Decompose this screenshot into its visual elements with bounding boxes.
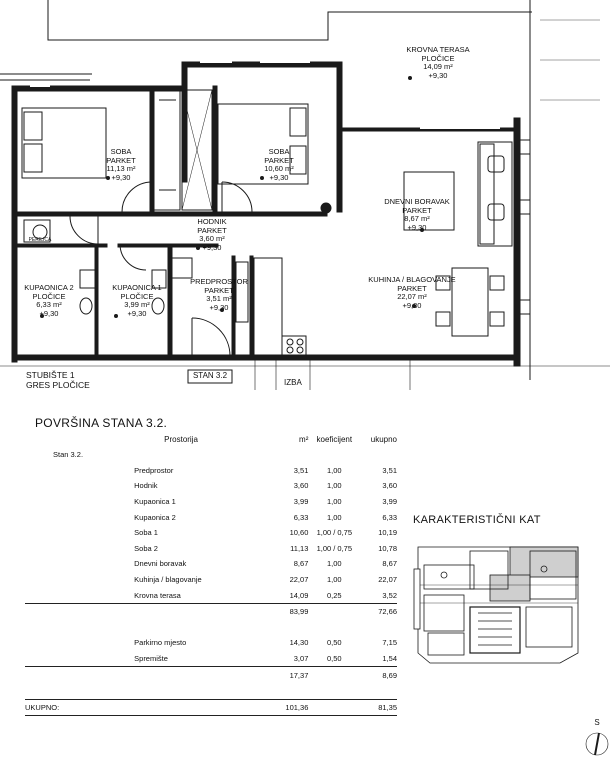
table-row: Soba 1 10,60 1,00 / 0,75 10,19 [134,528,397,538]
table-row: Kupaonica 1 3,99 1,00 3,99 [134,497,397,507]
room-label-stubiste: STUBIŠTE 1 GRES PLOČICE [26,370,90,390]
room-label-izba: IZBA [284,378,302,387]
room-label-kupaonica-1: KUPAONICA 1 PLOČICE 3,99 m² +9,30 [112,283,162,318]
table-header: Prostorija m² koeficijent ukupno [164,434,397,444]
section-title: POVRŠINA STANA 3.2. [35,416,168,430]
table-row: Dnevni boravak 8,67 1,00 8,67 [134,559,397,569]
compass-icon [585,727,609,761]
table-row: Soba 2 11,13 1,00 / 0,75 10,78 [134,543,397,553]
room-label-kuhinja: KUHINJA / BLAGOVANJE PARKET 22,07 m² +9,30 [368,275,456,310]
table-row: Parkirno mjesto 14,30 0,50 7,15 [134,638,397,648]
room-label-kupaonica-2: KUPAONICA 2 PLOČICE 6,33 m² +9,30 [24,283,74,318]
kat-title: KARAKTERISTIČNI KAT [413,514,541,526]
table-row: Spremište 3,07 0,50 1,54 [134,654,397,664]
table-row: Kuhinja / blagovanje 22,07 1,00 22,07 [134,575,397,585]
table-row: Hodnik 3,60 1,00 3,60 [134,481,397,491]
room-label-dnevni-boravak: DNEVNI BORAVAK PARKET 8,67 m² +9,30 [384,197,450,232]
compass-label: S [594,718,600,727]
subtotal-row-2: 17,37 8,69 [25,667,397,683]
perilica-label: PERILICA [28,237,52,243]
north-arrow [585,718,609,764]
table-row: Krovna terasa 14,09 0,25 3,52 [134,590,397,600]
total-row: UKUPNO: 101,36 81,35 [25,699,397,716]
area-table [25,431,397,716]
room-label-predprostor: PREDPROSTOR PARKET 3,51 m² +9,30 [190,277,248,312]
room-label-soba-2: SOBA PARKET 10,60 m² +9,30 [264,147,294,182]
room-label-soba-1: SOBA PARKET 11,13 m² +9,30 [106,147,136,182]
stan-label-row: Stan 3.2. [53,450,84,460]
table-row: Kupaonica 2 6,33 1,00 6,33 [134,512,397,522]
room-label-krovna-terasa: KROVNA TERASA PLOČICE 14,09 m² +9,30 [406,45,470,80]
subtotal-row-1: 83,99 72,66 [25,603,397,619]
stan-tag: STAN 3.2 [192,371,228,380]
room-label-hodnik: HODNIK PARKET 3,60 m² +9,30 [197,217,227,252]
table-row: Predprostor 3,51 1,00 3,51 [134,465,397,475]
key-plan [410,545,580,665]
